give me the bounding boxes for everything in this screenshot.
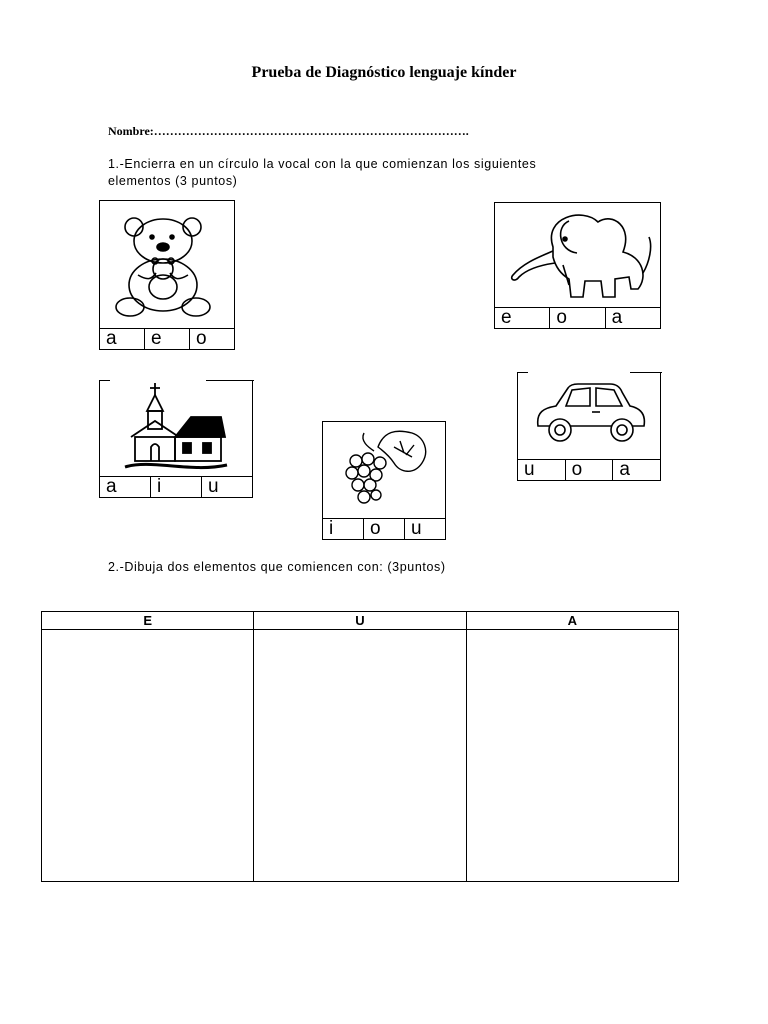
column-header-u: U <box>254 612 466 630</box>
vowel-option[interactable]: a <box>100 477 151 497</box>
card-church <box>99 380 253 498</box>
vowel-option[interactable]: a <box>100 329 145 349</box>
vowel-options-grapes <box>322 518 446 540</box>
vowel-option[interactable]: u <box>518 460 566 480</box>
vowel-option[interactable]: o <box>196 328 208 349</box>
vowel-options-elephant <box>494 307 661 329</box>
vowel-option[interactable]: o <box>566 460 614 480</box>
vowel-options-bear <box>99 328 235 350</box>
vowel-option[interactable]: i <box>151 477 202 497</box>
car-icon <box>518 372 660 457</box>
vowel-option[interactable]: e <box>145 329 190 349</box>
vowel-options-car <box>517 459 661 481</box>
vowel-option[interactable]: e <box>495 308 550 328</box>
elephant-icon <box>495 203 660 306</box>
vowel-option[interactable]: i <box>323 519 364 539</box>
card-car <box>517 372 661 481</box>
vowel-option[interactable]: u <box>208 476 220 497</box>
card-elephant <box>494 202 661 329</box>
church-icon <box>100 380 252 474</box>
drawing-area-e[interactable] <box>42 630 254 882</box>
vowel-option[interactable]: o <box>550 308 605 328</box>
drawing-table <box>41 611 679 882</box>
vowel-option[interactable]: u <box>411 518 423 539</box>
column-header-e: E <box>42 612 254 630</box>
bear-icon <box>100 201 234 327</box>
drawing-area-u[interactable] <box>254 630 466 882</box>
question-1: 1.-Encierra en un círculo la vocal con la que comienzan los siguientes elementos (3 puntos) <box>108 157 537 188</box>
vowel-option[interactable]: a <box>619 459 631 480</box>
vowel-option[interactable]: o <box>364 519 405 539</box>
drawing-area-a[interactable] <box>466 630 678 882</box>
question-2: 2.-Dibuja dos elementos que comiencen con: (3puntos) <box>108 560 446 574</box>
vowel-option[interactable]: a <box>611 307 624 328</box>
column-header-a: A <box>466 612 678 630</box>
page-title: Prueba de Diagnóstico lenguaje kínder <box>251 64 517 81</box>
name-field-label: Nombre:……………………………………………………………………. <box>108 124 469 138</box>
card-grapes <box>322 421 446 540</box>
card-bear <box>99 200 235 350</box>
vowel-options-church <box>99 476 253 498</box>
grapes-icon <box>323 422 445 517</box>
